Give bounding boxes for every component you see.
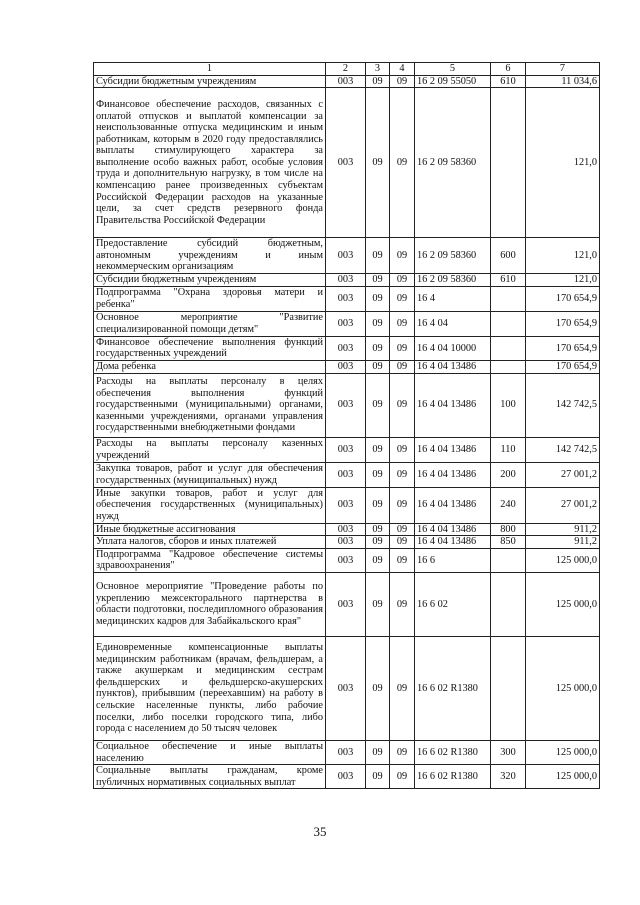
subsection-code-cell: 09 [390, 536, 415, 549]
subsection-code-cell: 09 [390, 740, 415, 764]
item-name-cell: Финансовое обеспечение выполнения функций государственных учреждений [94, 336, 326, 360]
subsection-code-cell: 09 [390, 487, 415, 523]
amount-cell: 121,0 [526, 88, 600, 238]
section-code-cell: 09 [366, 462, 390, 487]
item-name-cell: Социальные выплаты гражданам, кроме публичных нормативных социальных выплат [94, 765, 326, 789]
item-name-cell: Дома ребенка [94, 360, 326, 373]
item-name-cell: Иные закупки товаров, работ и услуг для обеспечения государственных (муниципальных) нужд [94, 487, 326, 523]
subsection-code-cell: 09 [390, 336, 415, 360]
document-page [93, 62, 599, 789]
section-code-cell: 09 [366, 336, 390, 360]
item-name-cell: Расходы на выплаты персоналу в целях обеспечения выполнения функций государственными (муниципальными) органами, казенными учреждениями, органами управления государственными внебюджетными фондами [94, 373, 326, 437]
subsection-code-cell: 09 [390, 274, 415, 287]
item-name-cell: Подпрограмма "Кадровое обеспечение системы здравоохранения" [94, 548, 326, 572]
table-row [94, 572, 600, 636]
amount-cell: 911,2 [526, 536, 600, 549]
amount-cell: 125 000,0 [526, 572, 600, 636]
table-body [94, 75, 600, 789]
expense-type-cell [491, 636, 526, 740]
target-article-cell: 16 2 09 58360 [415, 238, 491, 274]
subsection-code-cell: 09 [390, 88, 415, 238]
table-row [94, 548, 600, 572]
grbs-code-cell: 003 [326, 636, 366, 740]
item-name-cell: Уплата налогов, сборов и иных платежей [94, 536, 326, 549]
section-code-cell: 09 [366, 360, 390, 373]
expense-type-cell: 240 [491, 487, 526, 523]
target-article-cell: 16 6 02 R1380 [415, 765, 491, 789]
expense-type-cell: 610 [491, 274, 526, 287]
subsection-code-cell: 09 [390, 523, 415, 536]
expense-type-cell [491, 336, 526, 360]
amount-cell: 170 654,9 [526, 286, 600, 311]
item-name-cell: Финансовое обеспечение расходов, связанных с оплатой отпусков и выплатой компенсации за неиспользованные отпуска медицинским и иным работникам, которым в 2020 году предоставлялись выплаты стимулирующего характера за выполнение особо важных работ, особые условия труда и дополнительную нагрузку, в том числе на компенсацию ранее произведенных субъектам Российской Федерации расходов на указанные цели, за счет средств резервного фонда Правительства Российской Федерации [94, 88, 326, 238]
table-row [94, 88, 600, 238]
target-article-cell: 16 4 04 13486 [415, 462, 491, 487]
header-cell: 4 [390, 63, 415, 76]
amount-cell: 125 000,0 [526, 548, 600, 572]
section-code-cell: 09 [366, 437, 390, 462]
expense-type-cell [491, 548, 526, 572]
subsection-code-cell: 09 [390, 360, 415, 373]
target-article-cell: 16 6 [415, 548, 491, 572]
item-name-cell: Иные бюджетные ассигнования [94, 523, 326, 536]
table-row [94, 487, 600, 523]
expense-type-cell [491, 572, 526, 636]
expense-type-cell: 110 [491, 437, 526, 462]
grbs-code-cell: 003 [326, 88, 366, 238]
subsection-code-cell: 09 [390, 238, 415, 274]
expense-type-cell: 300 [491, 740, 526, 764]
subsection-code-cell: 09 [390, 572, 415, 636]
grbs-code-cell: 003 [326, 336, 366, 360]
section-code-cell: 09 [366, 765, 390, 789]
table-row [94, 462, 600, 487]
target-article-cell: 16 6 02 [415, 572, 491, 636]
section-code-cell: 09 [366, 572, 390, 636]
table-row [94, 373, 600, 437]
target-article-cell: 16 4 04 13486 [415, 487, 491, 523]
item-name-cell: Закупка товаров, работ и услуг для обеспечения государственных (муниципальных) нужд [94, 462, 326, 487]
amount-cell: 121,0 [526, 274, 600, 287]
subsection-code-cell: 09 [390, 765, 415, 789]
subsection-code-cell: 09 [390, 437, 415, 462]
grbs-code-cell: 003 [326, 536, 366, 549]
section-code-cell: 09 [366, 536, 390, 549]
grbs-code-cell: 003 [326, 360, 366, 373]
expense-type-cell [491, 286, 526, 311]
expense-type-cell: 100 [491, 373, 526, 437]
target-article-cell: 16 4 04 [415, 311, 491, 336]
target-article-cell: 16 6 02 R1380 [415, 740, 491, 764]
target-article-cell: 16 2 09 55050 [415, 75, 491, 88]
section-code-cell: 09 [366, 75, 390, 88]
table-row [94, 286, 600, 311]
table-row [94, 336, 600, 360]
amount-cell: 125 000,0 [526, 765, 600, 789]
table-row [94, 311, 600, 336]
table-row [94, 765, 600, 789]
header-cell: 3 [366, 63, 390, 76]
grbs-code-cell: 003 [326, 437, 366, 462]
header-cell: 1 [94, 63, 326, 76]
expense-type-cell: 200 [491, 462, 526, 487]
table-row [94, 523, 600, 536]
budget-table [93, 62, 600, 789]
expense-type-cell: 610 [491, 75, 526, 88]
target-article-cell: 16 6 02 R1380 [415, 636, 491, 740]
table-row [94, 536, 600, 549]
subsection-code-cell: 09 [390, 462, 415, 487]
item-name-cell: Основное мероприятие "Развитие специализированной помощи детям" [94, 311, 326, 336]
target-article-cell: 16 4 [415, 286, 491, 311]
expense-type-cell: 850 [491, 536, 526, 549]
grbs-code-cell: 003 [326, 75, 366, 88]
page-number: 35 [313, 824, 327, 839]
subsection-code-cell: 09 [390, 286, 415, 311]
amount-cell: 170 654,9 [526, 311, 600, 336]
target-article-cell: 16 4 04 13486 [415, 437, 491, 462]
section-code-cell: 09 [366, 238, 390, 274]
section-code-cell: 09 [366, 88, 390, 238]
header-cell: 6 [491, 63, 526, 76]
grbs-code-cell: 003 [326, 286, 366, 311]
target-article-cell: 16 4 04 13486 [415, 360, 491, 373]
item-name-cell: Субсидии бюджетным учреждениям [94, 75, 326, 88]
table-row [94, 636, 600, 740]
item-name-cell: Социальное обеспечение и иные выплаты населению [94, 740, 326, 764]
grbs-code-cell: 003 [326, 274, 366, 287]
target-article-cell: 16 4 04 13486 [415, 523, 491, 536]
grbs-code-cell: 003 [326, 462, 366, 487]
target-article-cell: 16 2 09 58360 [415, 274, 491, 287]
expense-type-cell [491, 360, 526, 373]
expense-type-cell [491, 311, 526, 336]
amount-cell: 125 000,0 [526, 636, 600, 740]
item-name-cell: Расходы на выплаты персоналу казенных учреждений [94, 437, 326, 462]
item-name-cell: Единовременные компенсационные выплаты медицинским работникам (врачам, фельдшерам, а также акушеркам и медицинским сестрам фельдшерских и фельдшерско-акушерских пунктов), прибывшим (переехавшим) на работу в сельские населенные пункты, либо рабочие поселки, либо поселки городского типа, либо города с населением до 50 тысяч человек [94, 636, 326, 740]
amount-cell: 27 001,2 [526, 487, 600, 523]
table-header [94, 63, 600, 76]
item-name-cell: Предоставление субсидий бюджетным, автономным учреждениям и иным некоммерческим организациям [94, 238, 326, 274]
subsection-code-cell: 09 [390, 636, 415, 740]
table-row [94, 274, 600, 287]
subsection-code-cell: 09 [390, 373, 415, 437]
grbs-code-cell: 003 [326, 572, 366, 636]
expense-type-cell [491, 88, 526, 238]
grbs-code-cell: 003 [326, 311, 366, 336]
grbs-code-cell: 003 [326, 523, 366, 536]
table-row [94, 740, 600, 764]
subsection-code-cell: 09 [390, 548, 415, 572]
section-code-cell: 09 [366, 274, 390, 287]
table-row [94, 75, 600, 88]
item-name-cell: Подпрограмма "Охрана здоровья матери и ребенка" [94, 286, 326, 311]
subsection-code-cell: 09 [390, 311, 415, 336]
expense-type-cell: 320 [491, 765, 526, 789]
header-cell: 7 [526, 63, 600, 76]
header-cell: 5 [415, 63, 491, 76]
header-cell: 2 [326, 63, 366, 76]
amount-cell: 170 654,9 [526, 360, 600, 373]
expense-type-cell: 600 [491, 238, 526, 274]
table-row [94, 360, 600, 373]
amount-cell: 170 654,9 [526, 336, 600, 360]
header-row [94, 63, 600, 76]
target-article-cell: 16 4 04 13486 [415, 373, 491, 437]
target-article-cell: 16 4 04 13486 [415, 536, 491, 549]
amount-cell: 121,0 [526, 238, 600, 274]
table-row [94, 238, 600, 274]
section-code-cell: 09 [366, 487, 390, 523]
grbs-code-cell: 003 [326, 238, 366, 274]
amount-cell: 27 001,2 [526, 462, 600, 487]
grbs-code-cell: 003 [326, 373, 366, 437]
grbs-code-cell: 003 [326, 548, 366, 572]
section-code-cell: 09 [366, 373, 390, 437]
expense-type-cell: 800 [491, 523, 526, 536]
amount-cell: 125 000,0 [526, 740, 600, 764]
grbs-code-cell: 003 [326, 765, 366, 789]
section-code-cell: 09 [366, 523, 390, 536]
grbs-code-cell: 003 [326, 487, 366, 523]
grbs-code-cell: 003 [326, 740, 366, 764]
amount-cell: 11 034,6 [526, 75, 600, 88]
section-code-cell: 09 [366, 548, 390, 572]
amount-cell: 142 742,5 [526, 373, 600, 437]
target-article-cell: 16 2 09 58360 [415, 88, 491, 238]
subsection-code-cell: 09 [390, 75, 415, 88]
amount-cell: 142 742,5 [526, 437, 600, 462]
section-code-cell: 09 [366, 636, 390, 740]
item-name-cell: Субсидии бюджетным учреждениям [94, 274, 326, 287]
section-code-cell: 09 [366, 286, 390, 311]
item-name-cell: Основное мероприятие "Проведение работы по укреплению межсекторального партнерства в области подготовки, последипломного образования медицинских кадров для Забайкальского края" [94, 572, 326, 636]
amount-cell: 911,2 [526, 523, 600, 536]
target-article-cell: 16 4 04 10000 [415, 336, 491, 360]
section-code-cell: 09 [366, 740, 390, 764]
table-row [94, 437, 600, 462]
section-code-cell: 09 [366, 311, 390, 336]
